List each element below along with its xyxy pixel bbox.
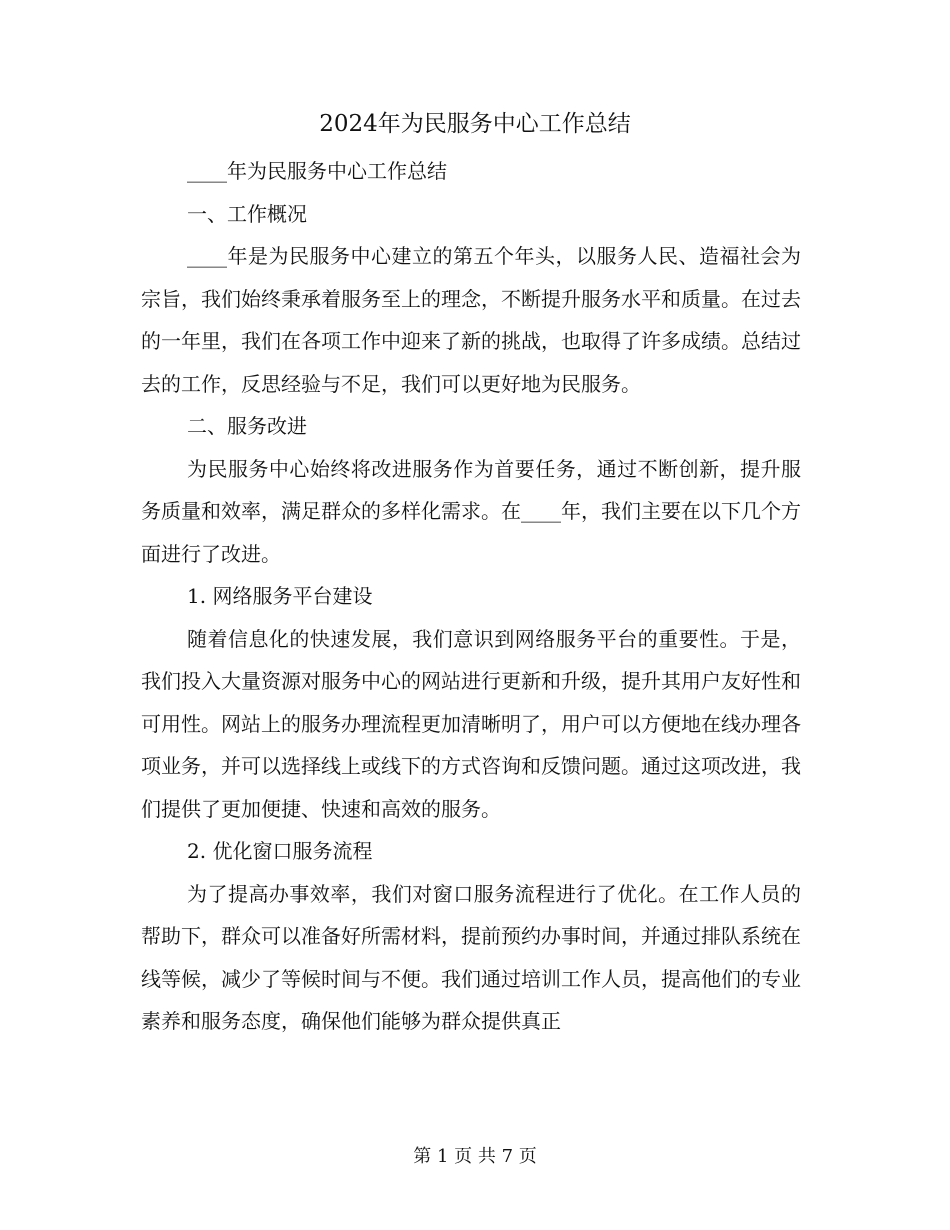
section-heading-overview: 一、工作概况 <box>187 201 307 226</box>
body-paragraph: ____年是为民服务中心建立的第五个年头，以服务人民、造福社会为宗旨，我们始终秉承着服务至上的理念，不断提升服务水平和质量。在过去的一年里，我们在各项工作中迎来了新的挑战，也取得了许多成绩。总结过去的工作，反思经验与不足，我们可以更好地为民服务。 <box>141 244 801 396</box>
page-number-footer: 第 1 页 共 7 页 <box>413 1146 537 1167</box>
body-paragraph: 为民服务中心始终将改进服务作为首要任务，通过不断创新，提升服务质量和效率，满足群众的多样化需求。在____年，我们主要在以下几个方面进行了改进。 <box>141 456 801 566</box>
document-body <box>141 150 801 1043</box>
body-paragraph: 为了提高办事效率，我们对窗口服务流程进行了优化。在工作人员的帮助下，群众可以准备好所需材料，提前预约办事时间，并通过排队系统在线等候，减少了等候时间与不便。我们通过培训工作人员，提高他们的专业素养和服务态度，确保他们能够为群众提供真正 <box>141 881 801 1033</box>
body-paragraph: 随着信息化的快速发展，我们意识到网络服务平台的重要性。于是，我们投入大量资源对服务中心的网站进行更新和升级，提升其用户友好性和可用性。网站上的服务办理流程更加清晰明了，用户可以方便地在线办理各项业务，并可以选择线上或线下的方式咨询和反馈问题。通过这项改进，我们提供了更加便捷、快速和高效的服务。 <box>141 626 801 821</box>
document-title: 2024年为民服务中心工作总结 <box>319 111 631 137</box>
subtitle-paragraph: ____年为民服务中心工作总结 <box>187 159 447 183</box>
subheading-online-platform: 1. 网络服务平台建设 <box>187 584 373 608</box>
section-heading-service-improvement: 二、服务改进 <box>187 414 307 438</box>
subheading-window-service: 2. 优化窗口服务流程 <box>187 839 373 863</box>
